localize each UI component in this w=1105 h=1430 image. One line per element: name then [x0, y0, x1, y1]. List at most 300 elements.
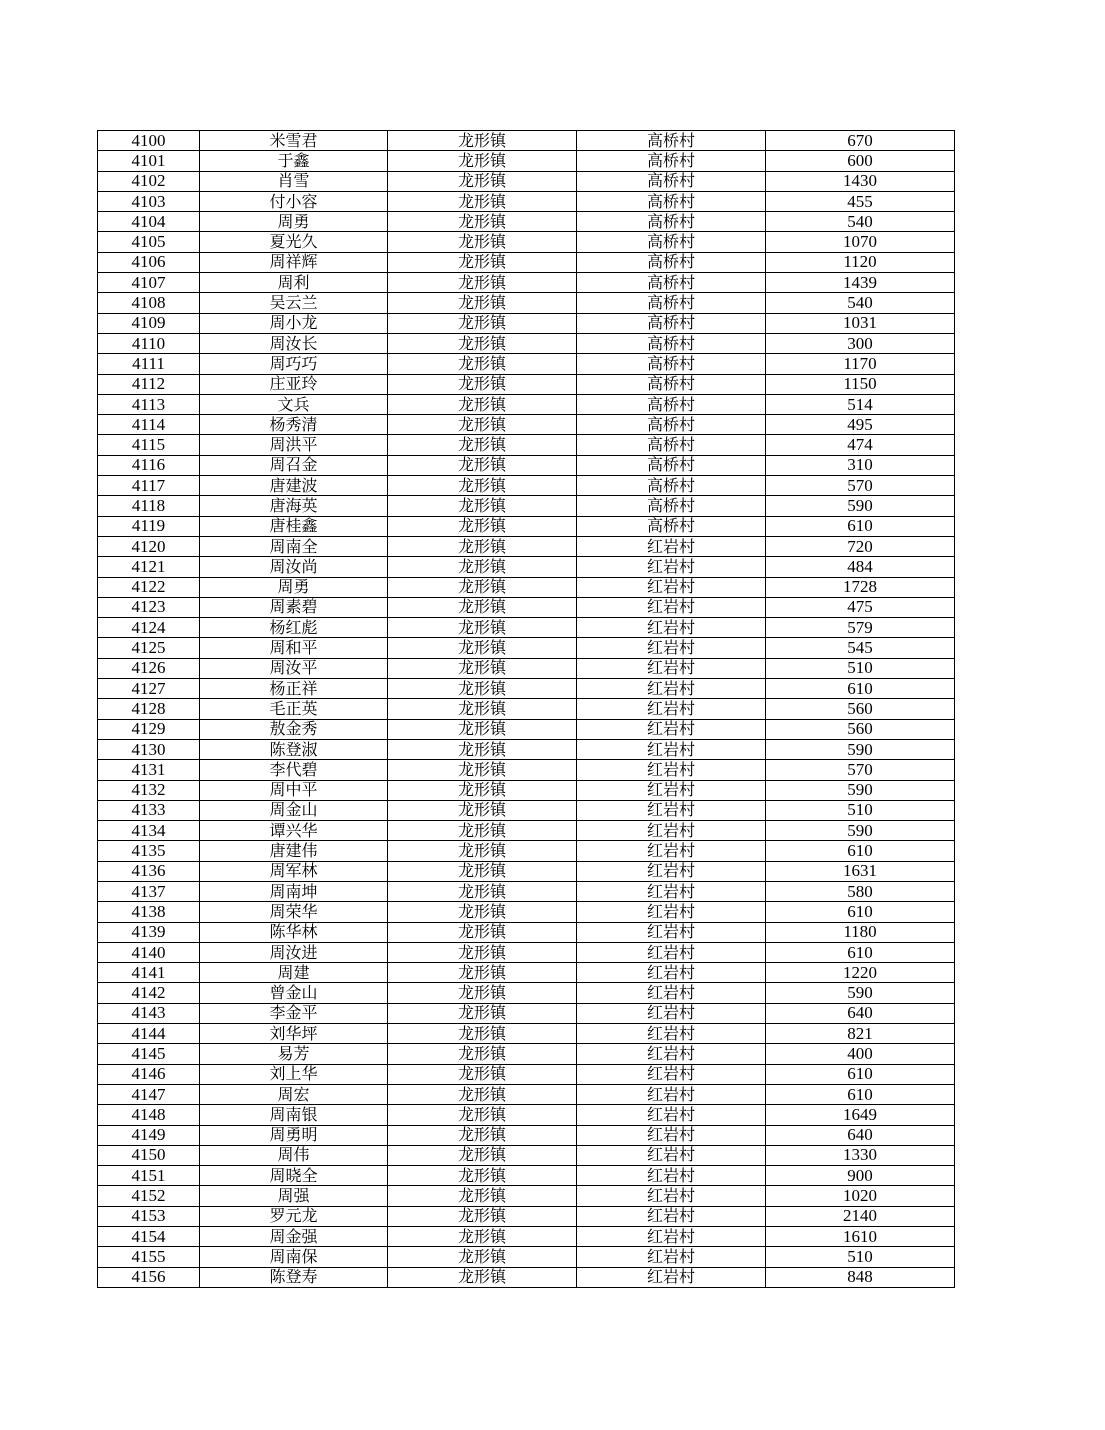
- name-cell: 周伟: [200, 1145, 388, 1165]
- table-row: [98, 1206, 955, 1226]
- amount-cell: 1430: [766, 171, 955, 191]
- row-number-cell: 4122: [98, 577, 200, 597]
- row-number-cell: 4110: [98, 333, 200, 353]
- table-row: [98, 861, 955, 881]
- amount-cell: 2140: [766, 1206, 955, 1226]
- amount-cell: 1120: [766, 252, 955, 272]
- row-number-cell: 4128: [98, 699, 200, 719]
- table-row: [98, 374, 955, 394]
- amount-cell: 848: [766, 1267, 955, 1287]
- table-row: [98, 942, 955, 962]
- name-cell: 周军林: [200, 861, 388, 881]
- table-row: [98, 212, 955, 232]
- row-number-cell: 4105: [98, 232, 200, 252]
- amount-cell: 400: [766, 1044, 955, 1064]
- town-cell: 龙形镇: [388, 455, 577, 475]
- row-number-cell: 4118: [98, 496, 200, 516]
- amount-cell: 560: [766, 699, 955, 719]
- table-row: [98, 1125, 955, 1145]
- row-number-cell: 4115: [98, 435, 200, 455]
- town-cell: 龙形镇: [388, 516, 577, 536]
- row-number-cell: 4141: [98, 963, 200, 983]
- town-cell: 龙形镇: [388, 1003, 577, 1023]
- row-number-cell: 4153: [98, 1206, 200, 1226]
- name-cell: 周金山: [200, 800, 388, 820]
- town-cell: 龙形镇: [388, 760, 577, 780]
- name-cell: 周召金: [200, 455, 388, 475]
- town-cell: 龙形镇: [388, 679, 577, 699]
- town-cell: 龙形镇: [388, 252, 577, 272]
- amount-cell: 510: [766, 658, 955, 678]
- table-row: [98, 597, 955, 617]
- name-cell: 易芳: [200, 1044, 388, 1064]
- table-row: [98, 679, 955, 699]
- town-cell: 龙形镇: [388, 1064, 577, 1084]
- name-cell: 周巧巧: [200, 354, 388, 374]
- village-cell: 高桥村: [577, 394, 766, 414]
- row-number-cell: 4109: [98, 313, 200, 333]
- village-cell: 红岩村: [577, 618, 766, 638]
- village-cell: 红岩村: [577, 739, 766, 759]
- table-row: [98, 435, 955, 455]
- village-cell: 红岩村: [577, 780, 766, 800]
- table-row: [98, 354, 955, 374]
- amount-cell: 510: [766, 1247, 955, 1267]
- row-number-cell: 4135: [98, 841, 200, 861]
- town-cell: 龙形镇: [388, 394, 577, 414]
- name-cell: 周小龙: [200, 313, 388, 333]
- amount-cell: 610: [766, 679, 955, 699]
- amount-cell: 610: [766, 516, 955, 536]
- name-cell: 唐海英: [200, 496, 388, 516]
- village-cell: 高桥村: [577, 374, 766, 394]
- amount-cell: 1070: [766, 232, 955, 252]
- row-number-cell: 4116: [98, 455, 200, 475]
- name-cell: 唐建波: [200, 476, 388, 496]
- village-cell: 红岩村: [577, 1166, 766, 1186]
- village-cell: 红岩村: [577, 1024, 766, 1044]
- table-row: [98, 516, 955, 536]
- amount-cell: 640: [766, 1003, 955, 1023]
- row-number-cell: 4106: [98, 252, 200, 272]
- village-cell: 高桥村: [577, 273, 766, 293]
- village-cell: 红岩村: [577, 719, 766, 739]
- table-row: [98, 476, 955, 496]
- village-cell: 红岩村: [577, 983, 766, 1003]
- amount-cell: 590: [766, 780, 955, 800]
- town-cell: 龙形镇: [388, 638, 577, 658]
- row-number-cell: 4114: [98, 415, 200, 435]
- town-cell: 龙形镇: [388, 435, 577, 455]
- village-cell: 红岩村: [577, 1186, 766, 1206]
- table-row: [98, 618, 955, 638]
- town-cell: 龙形镇: [388, 902, 577, 922]
- village-cell: 红岩村: [577, 1003, 766, 1023]
- name-cell: 周汝平: [200, 658, 388, 678]
- row-number-cell: 4145: [98, 1044, 200, 1064]
- village-cell: 高桥村: [577, 516, 766, 536]
- town-cell: 龙形镇: [388, 171, 577, 191]
- row-number-cell: 4142: [98, 983, 200, 1003]
- table-row: [98, 313, 955, 333]
- village-cell: 高桥村: [577, 232, 766, 252]
- village-cell: 红岩村: [577, 1267, 766, 1287]
- row-number-cell: 4149: [98, 1125, 200, 1145]
- row-number-cell: 4134: [98, 821, 200, 841]
- village-cell: 高桥村: [577, 131, 766, 151]
- village-cell: 红岩村: [577, 1064, 766, 1084]
- village-cell: 红岩村: [577, 1227, 766, 1247]
- name-cell: 周南全: [200, 536, 388, 556]
- town-cell: 龙形镇: [388, 780, 577, 800]
- amount-cell: 610: [766, 841, 955, 861]
- amount-cell: 514: [766, 394, 955, 414]
- table-row: [98, 699, 955, 719]
- town-cell: 龙形镇: [388, 557, 577, 577]
- table-row: [98, 1267, 955, 1287]
- village-cell: 高桥村: [577, 496, 766, 516]
- amount-cell: 495: [766, 415, 955, 435]
- village-cell: 高桥村: [577, 476, 766, 496]
- table-row: [98, 496, 955, 516]
- row-number-cell: 4143: [98, 1003, 200, 1023]
- town-cell: 龙形镇: [388, 942, 577, 962]
- town-cell: 龙形镇: [388, 536, 577, 556]
- name-cell: 周汝长: [200, 333, 388, 353]
- table-row: [98, 902, 955, 922]
- town-cell: 龙形镇: [388, 293, 577, 313]
- name-cell: 毛正英: [200, 699, 388, 719]
- name-cell: 唐桂鑫: [200, 516, 388, 536]
- town-cell: 龙形镇: [388, 800, 577, 820]
- village-cell: 红岩村: [577, 821, 766, 841]
- table-row: [98, 658, 955, 678]
- amount-cell: 455: [766, 191, 955, 211]
- amount-cell: 900: [766, 1166, 955, 1186]
- row-number-cell: 4123: [98, 597, 200, 617]
- row-number-cell: 4139: [98, 922, 200, 942]
- village-cell: 红岩村: [577, 1247, 766, 1267]
- town-cell: 龙形镇: [388, 374, 577, 394]
- table-row: [98, 191, 955, 211]
- row-number-cell: 4104: [98, 212, 200, 232]
- amount-cell: 1439: [766, 273, 955, 293]
- village-cell: 红岩村: [577, 922, 766, 942]
- village-cell: 红岩村: [577, 1206, 766, 1226]
- row-number-cell: 4126: [98, 658, 200, 678]
- name-cell: 周建: [200, 963, 388, 983]
- name-cell: 杨正祥: [200, 679, 388, 699]
- table-row: [98, 131, 955, 151]
- town-cell: 龙形镇: [388, 496, 577, 516]
- row-number-cell: 4146: [98, 1064, 200, 1084]
- table-row: [98, 455, 955, 475]
- name-cell: 庄亚玲: [200, 374, 388, 394]
- amount-cell: 821: [766, 1024, 955, 1044]
- town-cell: 龙形镇: [388, 232, 577, 252]
- name-cell: 于鑫: [200, 151, 388, 171]
- name-cell: 周祥辉: [200, 252, 388, 272]
- name-cell: 周汝进: [200, 942, 388, 962]
- table-row: [98, 821, 955, 841]
- amount-cell: 1220: [766, 963, 955, 983]
- village-cell: 红岩村: [577, 902, 766, 922]
- table-row: [98, 232, 955, 252]
- village-cell: 红岩村: [577, 1145, 766, 1165]
- row-number-cell: 4119: [98, 516, 200, 536]
- row-number-cell: 4148: [98, 1105, 200, 1125]
- town-cell: 龙形镇: [388, 922, 577, 942]
- row-number-cell: 4102: [98, 171, 200, 191]
- village-cell: 红岩村: [577, 577, 766, 597]
- row-number-cell: 4129: [98, 719, 200, 739]
- row-number-cell: 4154: [98, 1227, 200, 1247]
- table-row: [98, 638, 955, 658]
- table-row: [98, 963, 955, 983]
- row-number-cell: 4147: [98, 1084, 200, 1104]
- town-cell: 龙形镇: [388, 821, 577, 841]
- row-number-cell: 4130: [98, 739, 200, 759]
- amount-cell: 590: [766, 496, 955, 516]
- table-row: [98, 739, 955, 759]
- village-cell: 高桥村: [577, 354, 766, 374]
- amount-cell: 1631: [766, 861, 955, 881]
- town-cell: 龙形镇: [388, 476, 577, 496]
- row-number-cell: 4131: [98, 760, 200, 780]
- name-cell: 周晓全: [200, 1166, 388, 1186]
- row-number-cell: 4125: [98, 638, 200, 658]
- village-cell: 高桥村: [577, 212, 766, 232]
- amount-cell: 560: [766, 719, 955, 739]
- town-cell: 龙形镇: [388, 273, 577, 293]
- village-cell: 高桥村: [577, 171, 766, 191]
- name-cell: 周金强: [200, 1227, 388, 1247]
- village-cell: 高桥村: [577, 151, 766, 171]
- village-cell: 高桥村: [577, 415, 766, 435]
- table-row: [98, 1003, 955, 1023]
- village-cell: 红岩村: [577, 1105, 766, 1125]
- amount-cell: 640: [766, 1125, 955, 1145]
- table-row: [98, 536, 955, 556]
- name-cell: 周洪平: [200, 435, 388, 455]
- table-row: [98, 577, 955, 597]
- row-number-cell: 4113: [98, 394, 200, 414]
- village-cell: 高桥村: [577, 455, 766, 475]
- table-row: [98, 983, 955, 1003]
- name-cell: 罗元龙: [200, 1206, 388, 1226]
- amount-cell: 1728: [766, 577, 955, 597]
- name-cell: 李代碧: [200, 760, 388, 780]
- town-cell: 龙形镇: [388, 333, 577, 353]
- name-cell: 周南银: [200, 1105, 388, 1125]
- table-row: [98, 1064, 955, 1084]
- name-cell: 谭兴华: [200, 821, 388, 841]
- amount-cell: 590: [766, 739, 955, 759]
- row-number-cell: 4132: [98, 780, 200, 800]
- table-row: [98, 333, 955, 353]
- town-cell: 龙形镇: [388, 1024, 577, 1044]
- amount-cell: 540: [766, 293, 955, 313]
- table-row: [98, 800, 955, 820]
- table-row: [98, 760, 955, 780]
- table-row: [98, 171, 955, 191]
- village-cell: 红岩村: [577, 942, 766, 962]
- amount-cell: 310: [766, 455, 955, 475]
- village-cell: 红岩村: [577, 638, 766, 658]
- amount-cell: 670: [766, 131, 955, 151]
- town-cell: 龙形镇: [388, 841, 577, 861]
- village-cell: 红岩村: [577, 800, 766, 820]
- name-cell: 刘华坪: [200, 1024, 388, 1044]
- amount-cell: 579: [766, 618, 955, 638]
- amount-cell: 600: [766, 151, 955, 171]
- town-cell: 龙形镇: [388, 658, 577, 678]
- table-row: [98, 1166, 955, 1186]
- row-number-cell: 4107: [98, 273, 200, 293]
- town-cell: 龙形镇: [388, 1206, 577, 1226]
- name-cell: 周和平: [200, 638, 388, 658]
- row-number-cell: 4155: [98, 1247, 200, 1267]
- row-number-cell: 4120: [98, 536, 200, 556]
- row-number-cell: 4127: [98, 679, 200, 699]
- name-cell: 唐建伟: [200, 841, 388, 861]
- name-cell: 米雪君: [200, 131, 388, 151]
- village-cell: 高桥村: [577, 313, 766, 333]
- amount-cell: 590: [766, 983, 955, 1003]
- name-cell: 付小容: [200, 191, 388, 211]
- amount-cell: 570: [766, 760, 955, 780]
- name-cell: 敖金秀: [200, 719, 388, 739]
- name-cell: 周南保: [200, 1247, 388, 1267]
- village-cell: 高桥村: [577, 293, 766, 313]
- amount-cell: 545: [766, 638, 955, 658]
- town-cell: 龙形镇: [388, 415, 577, 435]
- village-cell: 高桥村: [577, 333, 766, 353]
- name-cell: 周强: [200, 1186, 388, 1206]
- name-cell: 曾金山: [200, 983, 388, 1003]
- amount-cell: 720: [766, 536, 955, 556]
- name-cell: 夏光久: [200, 232, 388, 252]
- row-number-cell: 4111: [98, 354, 200, 374]
- name-cell: 陈登寿: [200, 1267, 388, 1287]
- town-cell: 龙形镇: [388, 1105, 577, 1125]
- name-cell: 周利: [200, 273, 388, 293]
- row-number-cell: 4121: [98, 557, 200, 577]
- village-cell: 红岩村: [577, 1084, 766, 1104]
- town-cell: 龙形镇: [388, 699, 577, 719]
- data-table: [97, 130, 955, 1288]
- village-cell: 红岩村: [577, 841, 766, 861]
- town-cell: 龙形镇: [388, 739, 577, 759]
- town-cell: 龙形镇: [388, 1084, 577, 1104]
- amount-cell: 1150: [766, 374, 955, 394]
- village-cell: 红岩村: [577, 861, 766, 881]
- town-cell: 龙形镇: [388, 354, 577, 374]
- table-row: [98, 1145, 955, 1165]
- name-cell: 周勇: [200, 212, 388, 232]
- amount-cell: 475: [766, 597, 955, 617]
- town-cell: 龙形镇: [388, 1044, 577, 1064]
- amount-cell: 610: [766, 942, 955, 962]
- row-number-cell: 4117: [98, 476, 200, 496]
- name-cell: 周素碧: [200, 597, 388, 617]
- table-row: [98, 1044, 955, 1064]
- name-cell: 周勇明: [200, 1125, 388, 1145]
- amount-cell: 580: [766, 881, 955, 901]
- town-cell: 龙形镇: [388, 861, 577, 881]
- table-row: [98, 719, 955, 739]
- town-cell: 龙形镇: [388, 313, 577, 333]
- town-cell: 龙形镇: [388, 212, 577, 232]
- name-cell: 肖雪: [200, 171, 388, 191]
- table-row: [98, 1105, 955, 1125]
- table-row: [98, 151, 955, 171]
- village-cell: 红岩村: [577, 597, 766, 617]
- name-cell: 周汝尚: [200, 557, 388, 577]
- table-row: [98, 1186, 955, 1206]
- amount-cell: 1180: [766, 922, 955, 942]
- name-cell: 刘上华: [200, 1064, 388, 1084]
- name-cell: 周中平: [200, 780, 388, 800]
- town-cell: 龙形镇: [388, 1145, 577, 1165]
- table-row: [98, 273, 955, 293]
- row-number-cell: 4144: [98, 1024, 200, 1044]
- row-number-cell: 4100: [98, 131, 200, 151]
- name-cell: 陈华林: [200, 922, 388, 942]
- table-row: [98, 881, 955, 901]
- amount-cell: 610: [766, 902, 955, 922]
- town-cell: 龙形镇: [388, 1166, 577, 1186]
- name-cell: 吴云兰: [200, 293, 388, 313]
- amount-cell: 540: [766, 212, 955, 232]
- amount-cell: 510: [766, 800, 955, 820]
- amount-cell: 1170: [766, 354, 955, 374]
- town-cell: 龙形镇: [388, 151, 577, 171]
- village-cell: 红岩村: [577, 1044, 766, 1064]
- town-cell: 龙形镇: [388, 1267, 577, 1287]
- table-row: [98, 1084, 955, 1104]
- amount-cell: 590: [766, 821, 955, 841]
- table-row: [98, 1227, 955, 1247]
- village-cell: 红岩村: [577, 557, 766, 577]
- amount-cell: 610: [766, 1064, 955, 1084]
- amount-cell: 484: [766, 557, 955, 577]
- row-number-cell: 4112: [98, 374, 200, 394]
- name-cell: 周宏: [200, 1084, 388, 1104]
- village-cell: 红岩村: [577, 760, 766, 780]
- village-cell: 高桥村: [577, 252, 766, 272]
- name-cell: 杨秀清: [200, 415, 388, 435]
- village-cell: 红岩村: [577, 699, 766, 719]
- row-number-cell: 4151: [98, 1166, 200, 1186]
- town-cell: 龙形镇: [388, 597, 577, 617]
- row-number-cell: 4133: [98, 800, 200, 820]
- table-row: [98, 252, 955, 272]
- town-cell: 龙形镇: [388, 131, 577, 151]
- row-number-cell: 4138: [98, 902, 200, 922]
- name-cell: 陈登淑: [200, 739, 388, 759]
- town-cell: 龙形镇: [388, 983, 577, 1003]
- village-cell: 红岩村: [577, 881, 766, 901]
- table-row: [98, 293, 955, 313]
- name-cell: 周荣华: [200, 902, 388, 922]
- village-cell: 红岩村: [577, 963, 766, 983]
- town-cell: 龙形镇: [388, 191, 577, 211]
- table-body: [98, 131, 955, 1288]
- row-number-cell: 4136: [98, 861, 200, 881]
- amount-cell: 1330: [766, 1145, 955, 1165]
- row-number-cell: 4140: [98, 942, 200, 962]
